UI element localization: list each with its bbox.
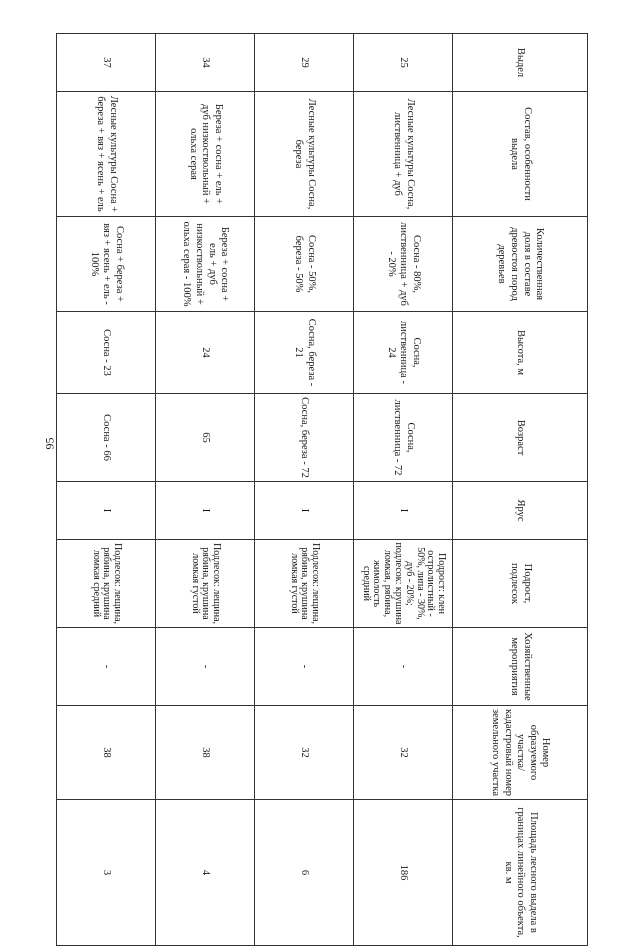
header-cell: Площадь лесного выдела в границах линейного объекта, кв. м bbox=[453, 800, 588, 946]
cell-plot: 29 bbox=[255, 34, 354, 92]
cell-plot: 34 bbox=[156, 34, 255, 92]
cell-undergrowth: Подлесок: лещина, рябина, крушина ломкая густой bbox=[156, 540, 255, 628]
rotated-table-frame bbox=[68, 33, 588, 938]
cell-age: 65 bbox=[156, 394, 255, 482]
header-cell: Возраст bbox=[453, 394, 588, 482]
cell-tier: I bbox=[354, 482, 453, 540]
cell-parcel-number: 38 bbox=[156, 706, 255, 800]
header-cell: Высота, м bbox=[453, 312, 588, 394]
cell-measures: - bbox=[156, 628, 255, 706]
cell-tier: I bbox=[57, 482, 156, 540]
cell-height: 24 bbox=[156, 312, 255, 394]
cell-height: Сосна, береза - 21 bbox=[255, 312, 354, 394]
cell-age: Сосна, лиственница - 72 bbox=[354, 394, 453, 482]
table-container bbox=[68, 33, 588, 938]
header-cell: Состав, особенности выдела bbox=[453, 92, 588, 217]
cell-parcel-number: 32 bbox=[354, 706, 453, 800]
cell-age: Сосна - 66 bbox=[57, 394, 156, 482]
cell-area: 186 bbox=[354, 800, 453, 946]
cell-tier: I bbox=[255, 482, 354, 540]
table-row bbox=[354, 34, 453, 946]
cell-parcel-number: 38 bbox=[57, 706, 156, 800]
cell-age: Сосна, береза - 72 bbox=[255, 394, 354, 482]
cell-measures: - bbox=[255, 628, 354, 706]
table-row bbox=[255, 34, 354, 946]
header-cell: Ярус bbox=[453, 482, 588, 540]
cell-plot: 25 bbox=[354, 34, 453, 92]
header-cell: Количественная доля в составе древостоя пород деревьев bbox=[453, 217, 588, 312]
cell-species-share: Береза + сосна + ель + дуб низкоствольный + ольха серая - 100% bbox=[156, 217, 255, 312]
cell-species-share: Сосна + береза + вяз + ясень + ель - 100% bbox=[57, 217, 156, 312]
cell-plot: 37 bbox=[57, 34, 156, 92]
table-header-row bbox=[453, 34, 588, 946]
page-number: 95 bbox=[42, 437, 57, 450]
forest-plot-table bbox=[56, 33, 588, 946]
table-row bbox=[156, 34, 255, 946]
cell-undergrowth: Подлесок: лещина, рябина, крушина ломкая средний bbox=[57, 540, 156, 628]
cell-composition: Лесные культуры Сосна, береза bbox=[255, 92, 354, 217]
header-cell: Выдел bbox=[453, 34, 588, 92]
header-cell: Номер образуемого участка/кадастровый номер земельного участка bbox=[453, 706, 588, 800]
cell-measures: - bbox=[354, 628, 453, 706]
cell-species-share: Сосна - 50%, береза - 50% bbox=[255, 217, 354, 312]
cell-measures: - bbox=[57, 628, 156, 706]
cell-area: 3 bbox=[57, 800, 156, 946]
cell-composition: Береза + сосна + ель + дуб низкоствольный + ольха серая bbox=[156, 92, 255, 217]
cell-parcel-number: 32 bbox=[255, 706, 354, 800]
header-cell: Хозяйственные мероприятия bbox=[453, 628, 588, 706]
cell-composition: Лесные культуры Сосна, лиственница + дуб bbox=[354, 92, 453, 217]
header-cell: Подрост, подлесок bbox=[453, 540, 588, 628]
cell-undergrowth: Подлесок: лещина, рябина, крушина ломкая густой bbox=[255, 540, 354, 628]
table-row bbox=[57, 34, 156, 946]
cell-area: 4 bbox=[156, 800, 255, 946]
cell-height: Сосна, лиственница - 24 bbox=[354, 312, 453, 394]
cell-species-share: Сосна - 80%, лиственница + дуб - 20% bbox=[354, 217, 453, 312]
cell-area: 6 bbox=[255, 800, 354, 946]
cell-tier: I bbox=[156, 482, 255, 540]
cell-composition: Лесные культуры Сосна + береза + вяз + ясень + ель bbox=[57, 92, 156, 217]
cell-undergrowth: Подрост: клен остролистный - 50%, липа - 30%, дуб - 20%; подлесок: крушина ломкая, рябина, жимолость средний bbox=[354, 540, 453, 628]
cell-height: Сосна - 23 bbox=[57, 312, 156, 394]
